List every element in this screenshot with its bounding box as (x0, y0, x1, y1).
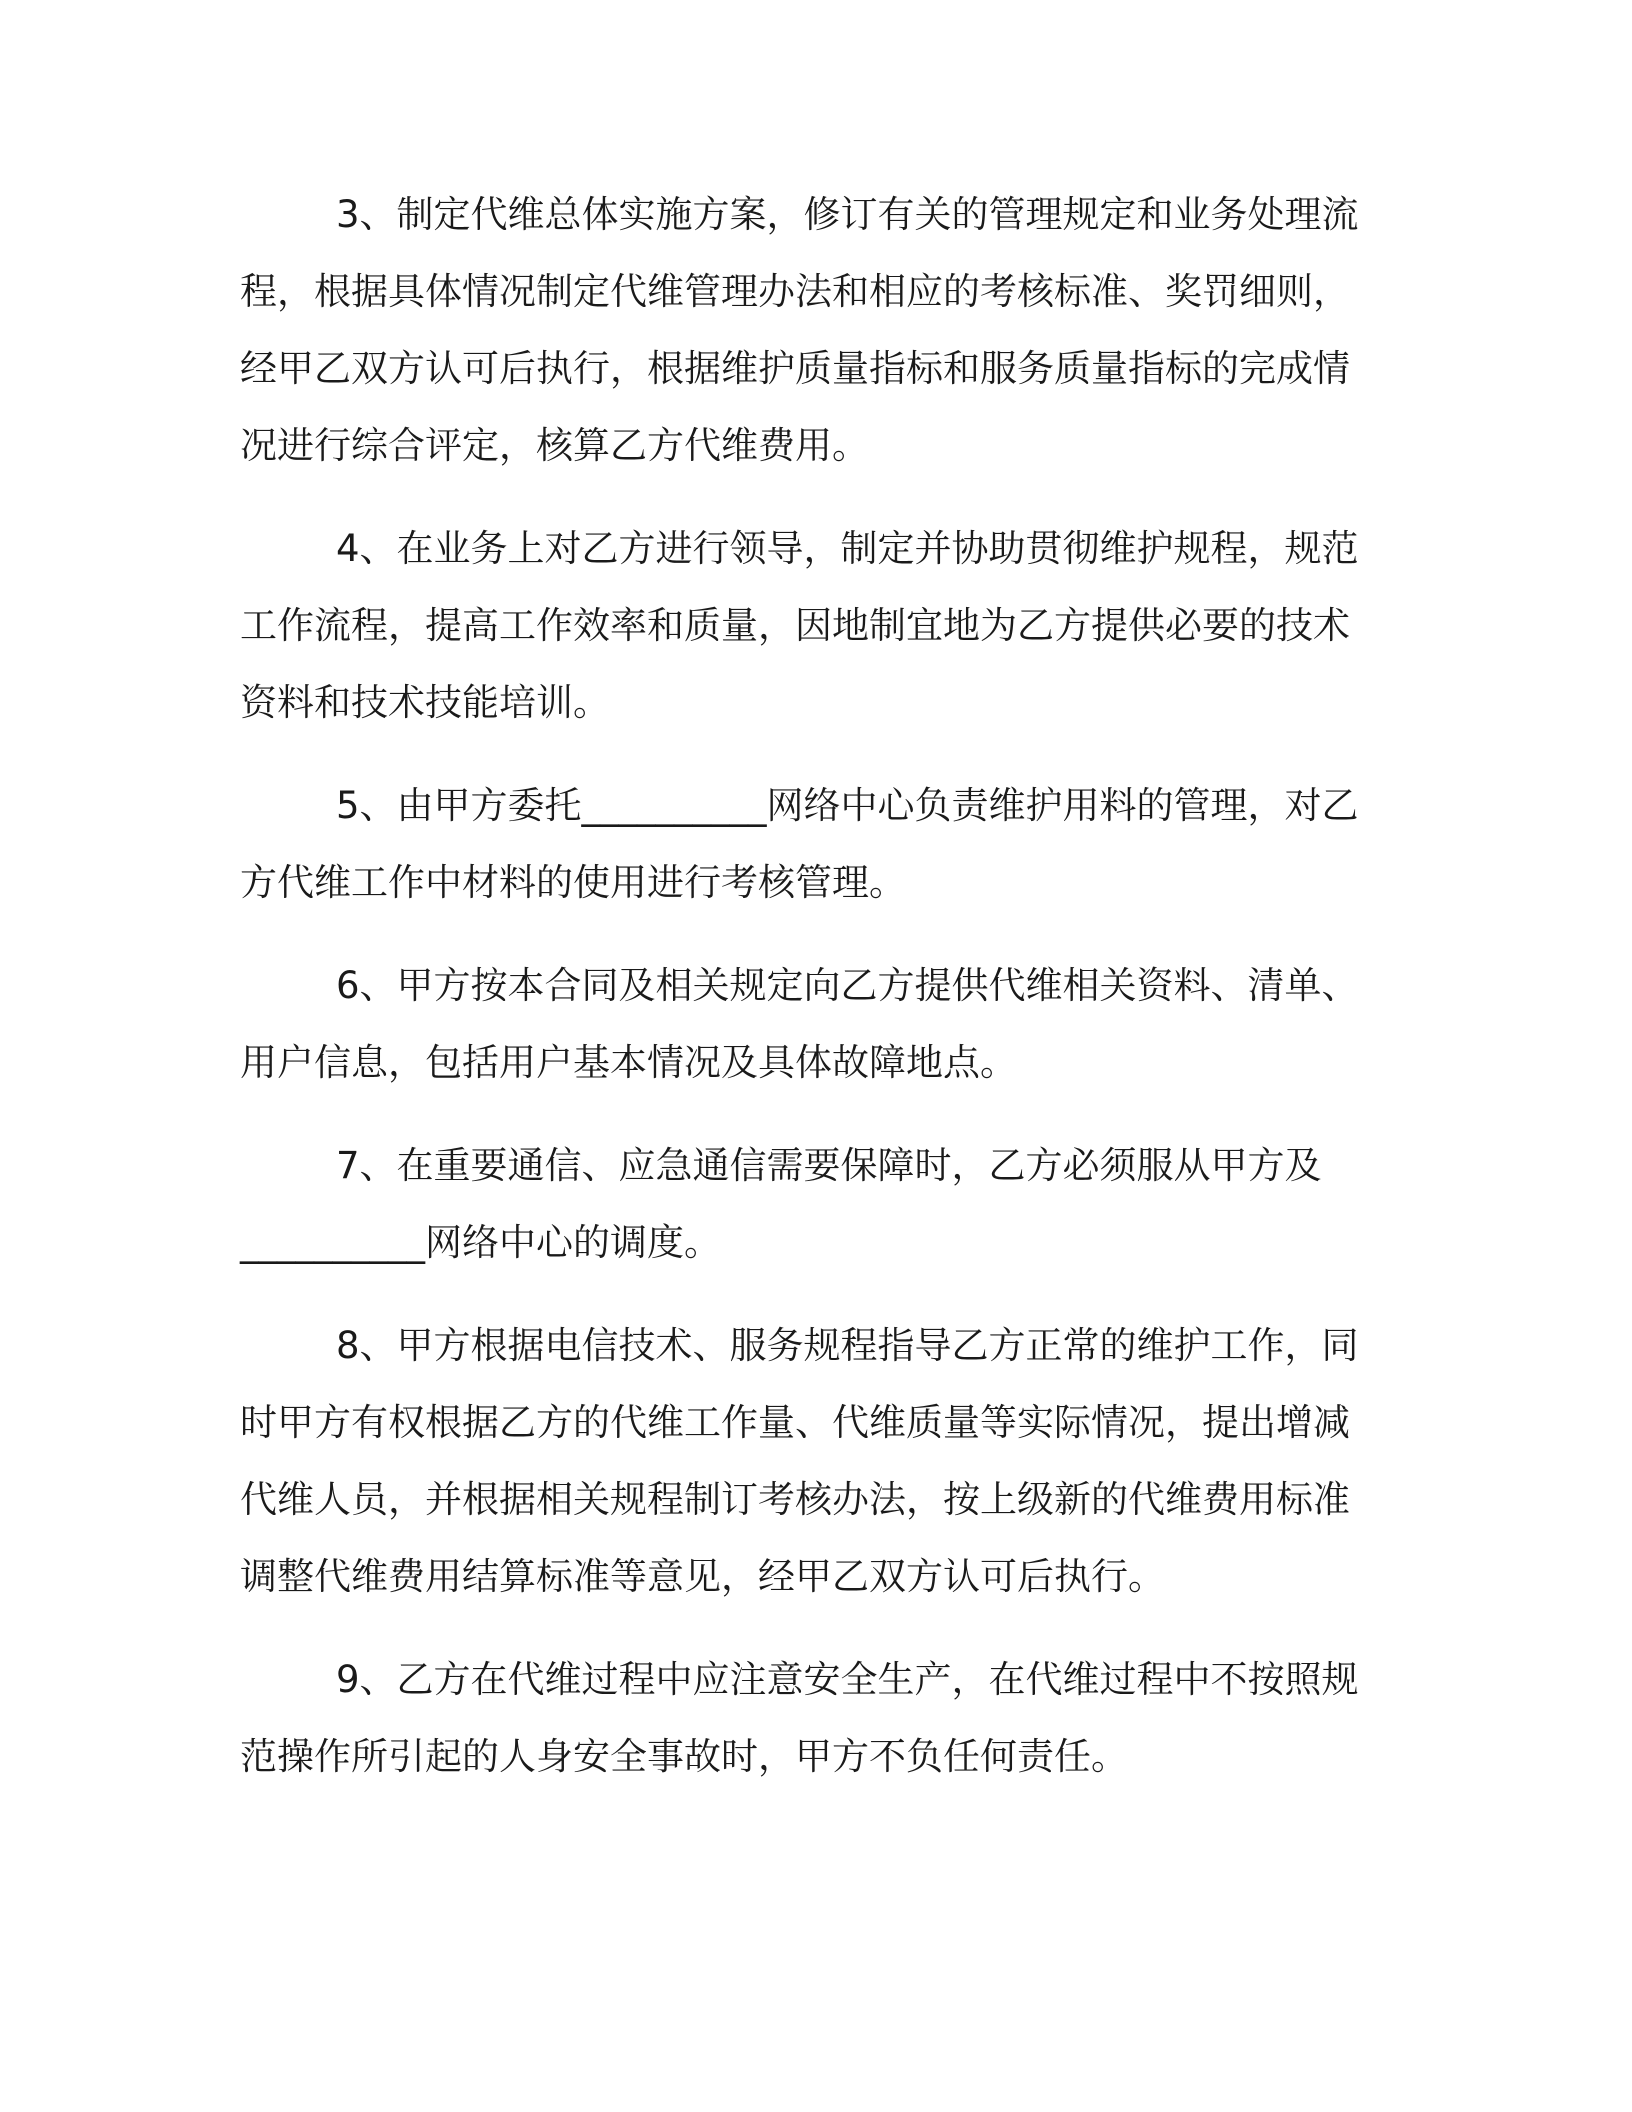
paragraph-line: 7、在重要通信、应急通信需要保障时，乙方必须服从甲方及 (336, 1144, 1322, 1187)
paragraph-line: 况进行综合评定，核算乙方代维费用。 (240, 424, 869, 467)
paragraph-line: 时甲方有权根据乙方的代维工作量、代维质量等实际情况，提出增减 (240, 1401, 1350, 1444)
paragraph-6 (240, 947, 1360, 1101)
document-body (240, 176, 1360, 1821)
paragraph-line: 方代维工作中材料的使用进行考核管理。 (240, 861, 906, 904)
paragraph-line: 资料和技术技能培训。 (240, 681, 610, 724)
paragraph-line: 6、甲方按本合同及相关规定向乙方提供代维相关资料、清单、 (336, 964, 1359, 1007)
paragraph-line: 经甲乙双方认可后执行，根据维护质量指标和服务质量指标的完成情 (240, 347, 1350, 390)
paragraph-line: 4、在业务上对乙方进行领导，制定并协助贯彻维护规程，规范 (336, 527, 1359, 570)
paragraph-line: __________网络中心的调度。 (240, 1221, 721, 1264)
paragraph-line: 8、甲方根据电信技术、服务规程指导乙方正常的维护工作，同 (336, 1324, 1359, 1367)
paragraph-line: 用户信息，包括用户基本情况及具体故障地点。 (240, 1041, 1017, 1084)
paragraph-line: 5、由甲方委托__________网络中心负责维护用料的管理，对乙 (336, 784, 1359, 827)
paragraph-line: 3、制定代维总体实施方案，修订有关的管理规定和业务处理流 (336, 193, 1359, 236)
paragraph-line: 工作流程，提高工作效率和质量，因地制宜地为乙方提供必要的技术 (240, 604, 1350, 647)
paragraph-5 (240, 767, 1360, 921)
paragraph-3 (240, 176, 1360, 484)
paragraph-line: 代维人员，并根据相关规程制订考核办法，按上级新的代维费用标准 (240, 1478, 1350, 1521)
paragraph-7 (240, 1127, 1360, 1281)
paragraph-line: 9、乙方在代维过程中应注意安全生产，在代维过程中不按照规 (336, 1658, 1359, 1701)
paragraph-line: 范操作所引起的人身安全事故时，甲方不负任何责任。 (240, 1735, 1128, 1778)
paragraph-4 (240, 510, 1360, 741)
paragraph-9 (240, 1641, 1360, 1795)
paragraph-line: 调整代维费用结算标准等意见，经甲乙双方认可后执行。 (240, 1555, 1165, 1598)
paragraph-line: 程，根据具体情况制定代维管理办法和相应的考核标准、奖罚细则， (240, 270, 1350, 313)
paragraph-8 (240, 1307, 1360, 1615)
